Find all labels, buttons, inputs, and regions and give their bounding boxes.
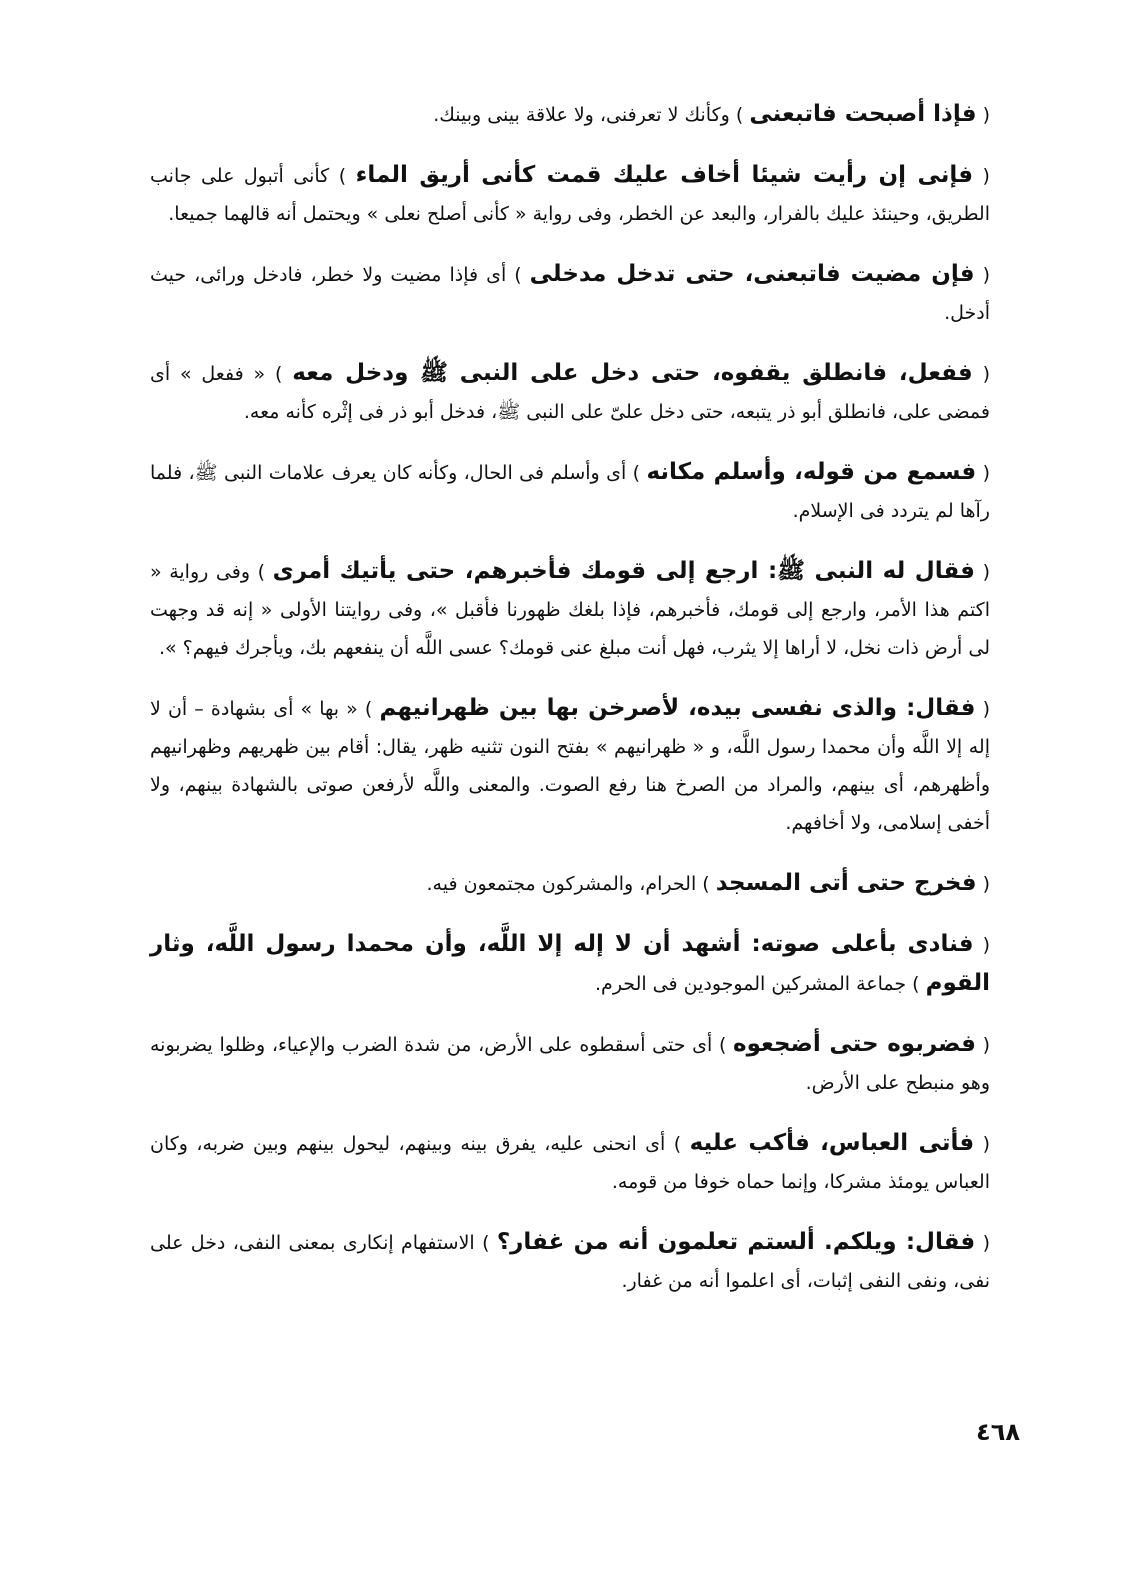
hadith-text: فقال: والذى نفسى بيده، لأصرخن بها بين ظهرانيهم bbox=[379, 695, 976, 721]
open-bracket: ( bbox=[982, 165, 990, 187]
commentary-text: الاستفهام إنكارى بمعنى النفى، دخل على نفى، ونفى النفى إثبات، أى اعلموا أنه من غفار. bbox=[150, 1232, 990, 1292]
paragraph bbox=[150, 255, 990, 332]
close-bracket: ) bbox=[673, 1133, 682, 1155]
open-bracket: ( bbox=[982, 1133, 991, 1155]
page-body bbox=[150, 95, 990, 1322]
close-bracket: ) bbox=[912, 973, 920, 995]
close-bracket: ) bbox=[514, 264, 522, 286]
paragraph bbox=[150, 1025, 990, 1102]
open-bracket: ( bbox=[982, 462, 991, 484]
hadith-text: فقال له النبى ﷺ: ارجع إلى قومك فأخبرهم، حتى يأتيك أمرى bbox=[272, 558, 975, 584]
commentary-text: جماعة المشركين الموجودين فى الحرم. bbox=[595, 973, 907, 995]
commentary-text: أى حتى أسقطوه على الأرض، من شدة الضرب والإعياء، وظلوا يضربونه وهو منبطح على الأرض. bbox=[150, 1034, 990, 1094]
open-bracket: ( bbox=[982, 934, 990, 956]
commentary-text: أى انحنى عليه، يفرق بينه وبينهم، ليحول بينهم وبين ضربه، وكان العباس يومئذ مشركا، وإنما حماه خوفا من قومه. bbox=[150, 1133, 990, 1193]
close-bracket: ) bbox=[257, 561, 266, 583]
hadith-text: فنادى بأعلى صوته: أشهد أن لا إله إلا اللَّه، وأن محمدا رسول اللَّه، وثار القوم bbox=[150, 931, 990, 996]
open-bracket: ( bbox=[982, 363, 990, 385]
close-bracket: ) bbox=[702, 873, 710, 895]
commentary-text: كأنى أتبول على جانب الطريق، وحينئذ عليك بالفرار، والبعد عن الخطر، وفى رواية « كأنى أصلح نعلى » ويحتمل أنه قالهما جميعا. bbox=[150, 165, 990, 225]
open-bracket: ( bbox=[982, 1232, 991, 1254]
commentary-text: أى فإذا مضيت ولا خطر، فادخل ورائى، حيث أدخل. bbox=[150, 264, 990, 324]
commentary-text: وفى رواية « اكتم هذا الأمر، وارجع إلى قومك، فأخبرهم، فإذا بلغك ظهورنا فأقبل »، وفى روايتنا الأولى « إنه قد وجهت لى أرض ذات نخل، لا أراها إلا يثرب، فهل أنت مبلغ عنى قومك؟ عسى اللَّه أن ينفعهم بك، ويأجرك فيهم؟ ». bbox=[150, 561, 990, 659]
close-bracket: ) bbox=[482, 1232, 490, 1254]
hadith-text: فسمع من قوله، وأسلم مكانه bbox=[646, 459, 977, 485]
paragraph bbox=[150, 864, 990, 903]
close-bracket: ) bbox=[718, 1034, 727, 1056]
open-bracket: ( bbox=[982, 698, 991, 720]
hadith-text: فخرج حتى أتى المسجد bbox=[715, 870, 977, 896]
commentary-text: وكأنك لا تعرفنى، ولا علاقة بينى وبينك. bbox=[433, 104, 730, 126]
paragraph bbox=[150, 925, 990, 1003]
paragraph bbox=[150, 156, 990, 233]
commentary-text: أى وأسلم فى الحال، وكأنه كان يعرف علامات النبى ﷺ، فلما رآها لم يتردد فى الإسلام. bbox=[150, 462, 990, 522]
paragraph bbox=[150, 453, 990, 530]
open-bracket: ( bbox=[982, 104, 990, 126]
paragraph bbox=[150, 354, 990, 431]
hadith-text: فضربوه حتى أضجعوه bbox=[733, 1031, 976, 1057]
close-bracket: ) bbox=[735, 104, 744, 126]
open-bracket: ( bbox=[982, 264, 990, 286]
commentary-text: الحرام، والمشركون مجتمعون فيه. bbox=[426, 873, 697, 895]
paragraph bbox=[150, 689, 990, 842]
paragraph bbox=[150, 1223, 990, 1300]
paragraph bbox=[150, 95, 990, 134]
commentary-text: « ففعل » أى فمضى على، فانطلق أبو ذر يتبعه، حتى دخل علىّ على النبى ﷺ، فدخل أبو ذر فى إثْره كأنه معه. bbox=[150, 363, 990, 423]
hadith-text: فأتى العباس، فأكب عليه bbox=[689, 1130, 975, 1156]
open-bracket: ( bbox=[982, 873, 990, 895]
close-bracket: ) bbox=[364, 698, 373, 720]
hadith-text: فقال: ويلكم. ألستم تعلمون أنه من غفار؟ bbox=[496, 1229, 976, 1255]
commentary-text: « بها » أى بشهادة – أن لا إله إلا اللَّه وأن محمدا رسول اللَّه، و « ظهرانيهم » بفتح النون تثنيه ظهر، يقال: أقام بين ظهريهم وظهرانيهم وأظهرهم، أى بينهم، والمراد من الصرخ هنا رفع الصوت. والمعنى واللَّه لأرفعن صوتى بالشهادة بينهم، ولا أخفى إسلامى، ولا أخافهم. bbox=[150, 698, 990, 834]
close-bracket: ) bbox=[338, 165, 347, 187]
hadith-text: فإنى إن رأيت شيئا أخاف عليك قمت كأنى أريق الماء bbox=[355, 162, 974, 188]
paragraph bbox=[150, 552, 990, 667]
page-number: ٤٦٨ bbox=[976, 1418, 1020, 1446]
close-bracket: ) bbox=[632, 462, 641, 484]
open-bracket: ( bbox=[982, 1034, 990, 1056]
hadith-text: ففعل، فانطلق يقفوه، حتى دخل على النبى ﷺ ودخل معه bbox=[292, 360, 973, 386]
hadith-text: فإن مضيت فاتبعنى، حتى تدخل مدخلى bbox=[529, 261, 975, 287]
open-bracket: ( bbox=[982, 561, 990, 583]
hadith-text: فإذا أصبحت فاتبعنى bbox=[749, 101, 977, 127]
close-bracket: ) bbox=[274, 363, 283, 385]
paragraph bbox=[150, 1124, 990, 1201]
